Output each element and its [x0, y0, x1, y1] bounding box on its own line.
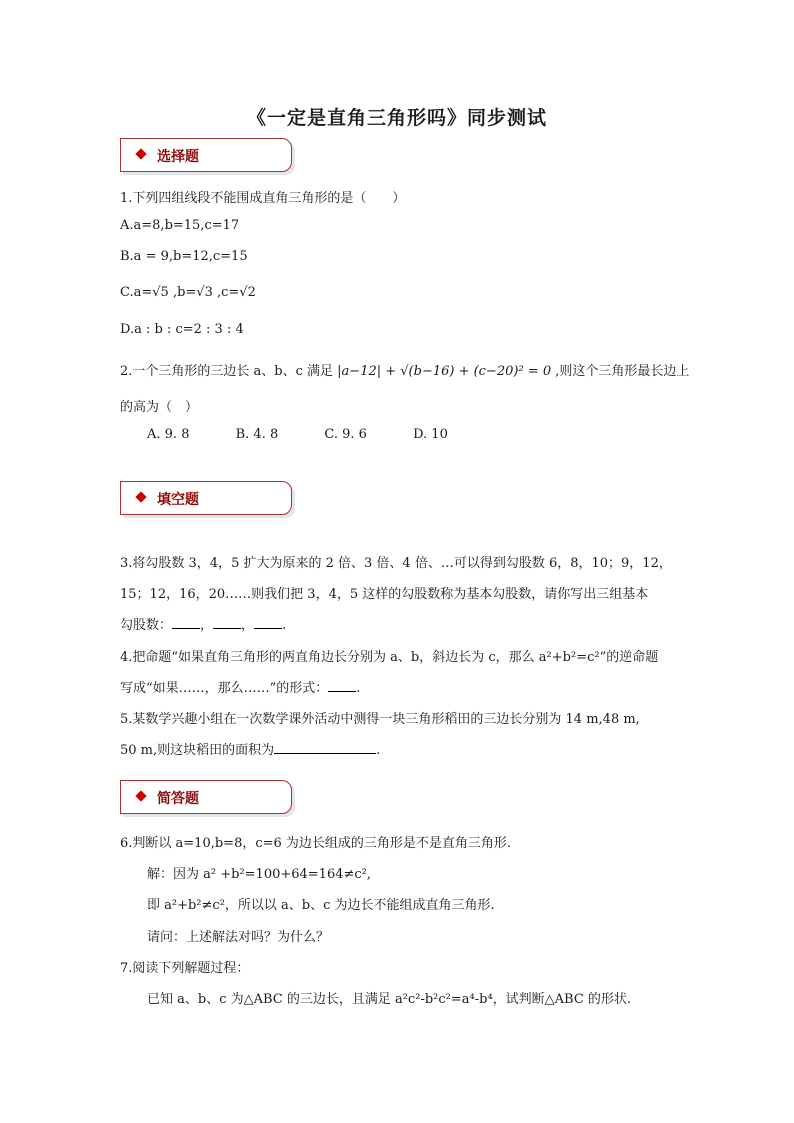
q2-formula: |a−12| + √(b−16) + (c−20)² = 0: [337, 364, 552, 379]
q3-line2: 15；12，16，20……则我们把 3，4，5 这样的勾股数称为基本勾股数，请你写出三组基本: [120, 587, 649, 602]
section-label: 填空题: [157, 492, 199, 508]
answer-blank[interactable]: [213, 618, 241, 629]
q4-label: 写成“如果……，那么……”的形式：: [120, 681, 329, 696]
q5-label: 50 m,则这块稻田的面积为: [120, 743, 275, 758]
section-header-fill: [120, 481, 292, 515]
q6-solution-2: 即 a²+b²≠c²，所以以 a、b、c 为边长不能组成直角三角形.: [147, 898, 495, 913]
section-header-short: [120, 780, 292, 814]
diamond-icon: [135, 790, 146, 801]
q6-stem: 6.判断以 a=10,b=8，c=6 为边长组成的三角形是不是直角三角形.: [120, 836, 512, 851]
q2-stem-pre: 2.一个三角形的三边长 a、b、c 满足: [120, 364, 334, 379]
q2-stem-line2: 的高为（ ）: [120, 400, 199, 415]
section-header-choice: [120, 138, 292, 172]
q1-option-b: B.a = 9,b=12,c=15: [120, 249, 248, 264]
q2-stem-post: ,则这个三角形最长边上: [555, 364, 690, 379]
q2-option-d: D. 10: [413, 427, 448, 442]
q6-solution-1: 解：因为 a² +b²=100+64=164≠c²,: [147, 867, 372, 882]
q2-stem: [120, 360, 689, 379]
period: .: [376, 743, 381, 758]
q2-option-a: A. 9. 8: [147, 427, 190, 442]
q2-options: [147, 427, 490, 442]
q7-line1: 已知 a、b、c 为△ABC 的三边长，且满足 a²c²-b²c²=a⁴-b⁴，试判断△ABC 的形状.: [147, 992, 632, 1007]
page-title: 《一定是直角三角形吗》同步测试: [246, 107, 547, 129]
answer-blank[interactable]: [172, 618, 200, 629]
q4-line2: [120, 677, 360, 696]
period: .: [282, 618, 287, 633]
section-label: 简答题: [157, 791, 199, 807]
separator: ，: [241, 618, 255, 633]
q3-label: 勾股数：: [120, 618, 173, 633]
answer-blank[interactable]: [274, 743, 376, 754]
q2-option-b: B. 4. 8: [235, 427, 279, 442]
q5-line1: 5.某数学兴趣小组在一次数学课外活动中测得一块三角形稻田的三边长分别为 14 m,48 m,: [120, 712, 640, 727]
answer-blank[interactable]: [254, 618, 282, 629]
q3-line1: 3.将勾股数 3，4，5 扩大为原来的 2 倍、3 倍、4 倍、…可以得到勾股数 6，8，10；9，12，: [120, 556, 672, 571]
q1-option-c: C.a=√5 ,b=√3 ,c=√2: [120, 285, 256, 300]
separator: ，: [200, 618, 214, 633]
q3-line3: [120, 614, 286, 633]
diamond-icon: [135, 148, 146, 159]
q1-option-d: D.a : b : c=2 : 3 : 4: [120, 322, 244, 337]
q1-option-a: A.a=8,b=15,c=17: [120, 218, 240, 233]
q4-line1: 4.把命题“如果直角三角形的两直角边长分别为 a、b，斜边长为 c，那么 a²+b²=c²”的逆命题: [120, 650, 659, 665]
q7-stem: 7.阅读下列解题过程：: [120, 961, 250, 976]
q1-stem: 1.下列四组线段不能围成直角三角形的是（ ）: [120, 191, 406, 206]
q6-ask: 请问：上述解法对吗？为什么？: [147, 930, 330, 945]
diamond-icon: [135, 491, 146, 502]
answer-blank[interactable]: [328, 681, 356, 692]
q5-line2: [120, 739, 380, 758]
section-label: 选择题: [157, 149, 199, 165]
period: .: [356, 681, 361, 696]
q2-option-c: C. 9. 6: [324, 427, 367, 442]
